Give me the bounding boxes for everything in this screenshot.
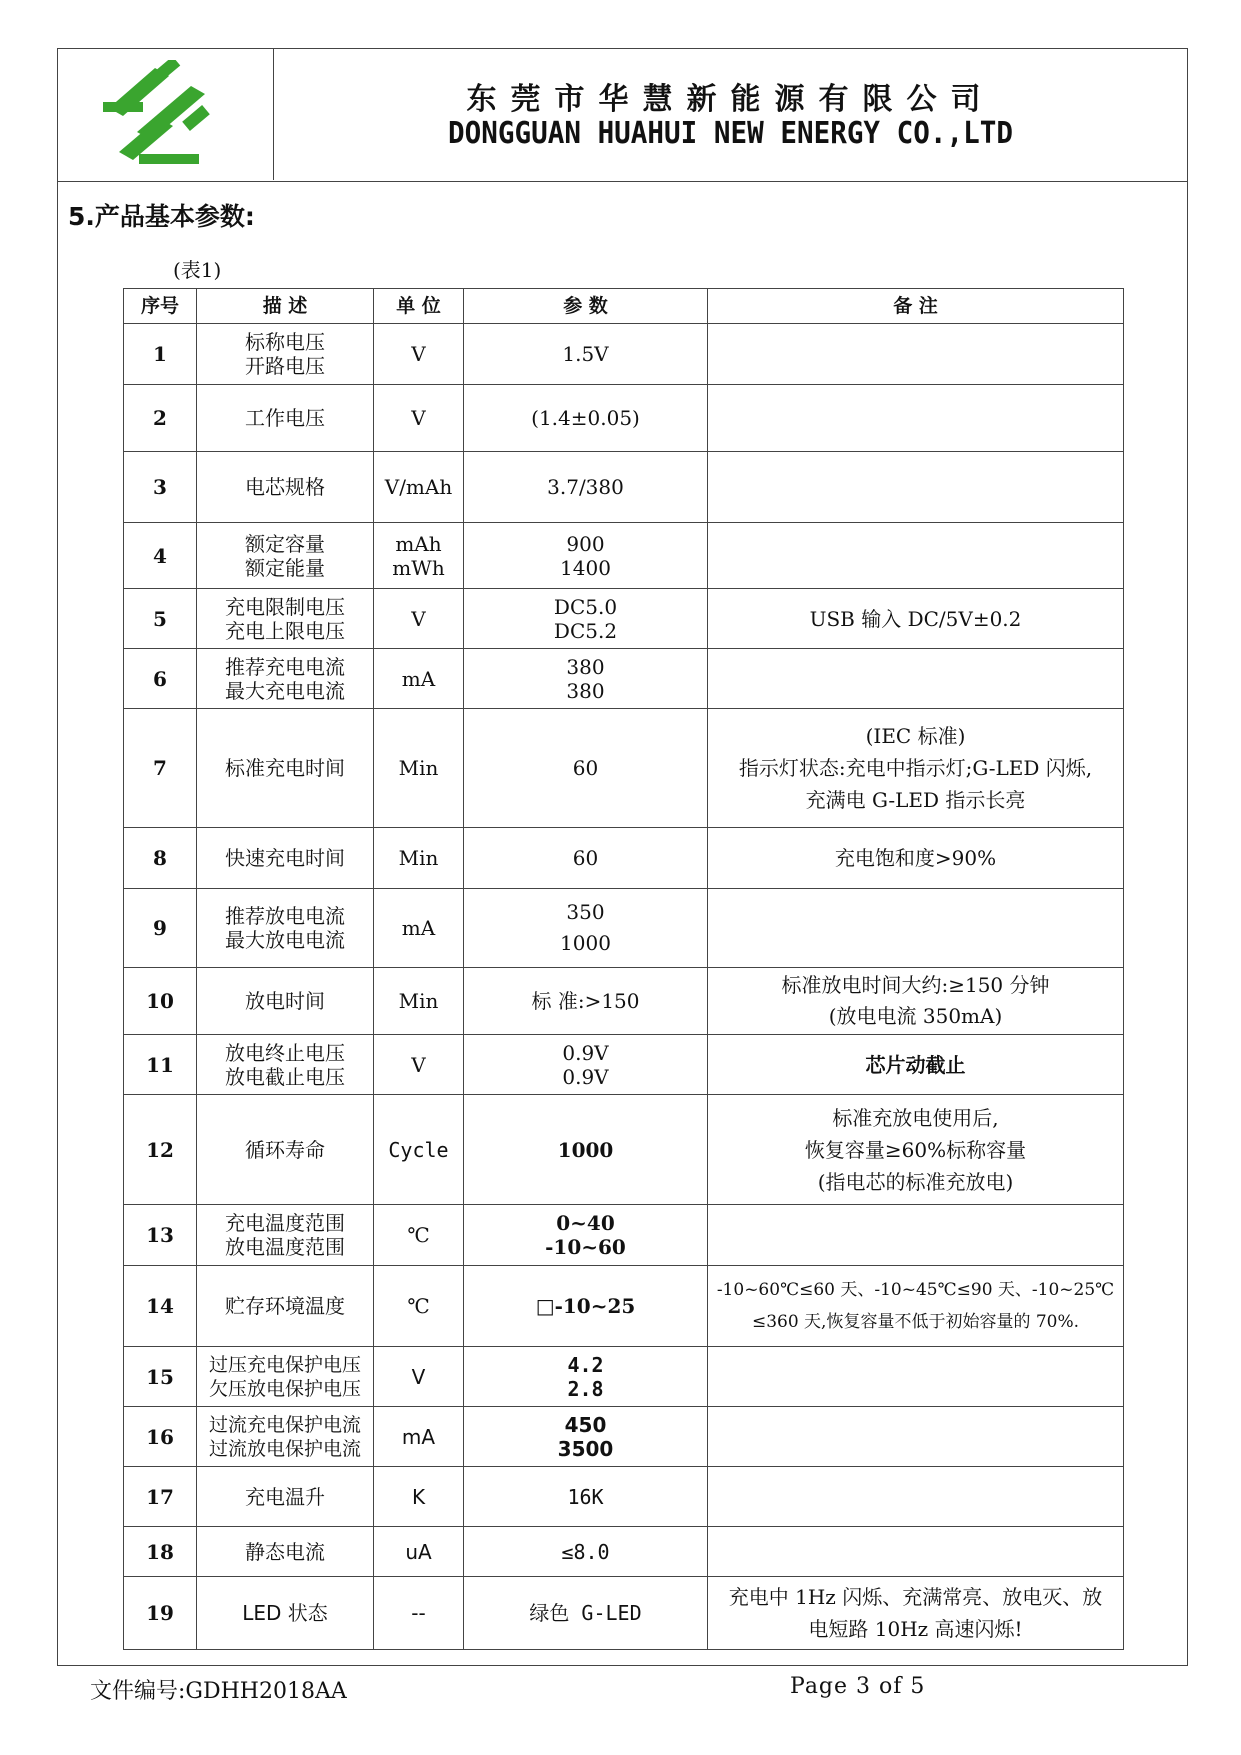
row-parameter: 0~40 -10~60 [464,1205,708,1266]
row-remark: USB 输入 DC/5V±0.2 [708,589,1124,649]
row-description: 推荐充电电流 最大充电电流 [197,649,374,709]
row-remark [708,1467,1124,1527]
row-remark [708,1407,1124,1467]
row-unit: Cycle [374,1095,464,1205]
row-parameter: 900 1400 [464,523,708,589]
row-remark [708,523,1124,589]
row-number: 2 [124,385,197,452]
table-row [124,968,1124,1035]
row-remark: 充电中 1Hz 闪烁、充满常亮、放电灭、放 电短路 10Hz 高速闪烁! [708,1577,1124,1650]
row-unit: Min [374,709,464,828]
table-row [124,452,1124,523]
column-header-description: 描 述 [197,289,374,324]
row-description: 静态电流 [197,1527,374,1577]
row-unit: V [374,1035,464,1095]
row-number: 10 [124,968,197,1035]
row-number: 19 [124,1577,197,1650]
row-description: 快速充电时间 [197,828,374,889]
row-remark: 标准充放电使用后, 恢复容量≥60%标称容量 (指电芯的标准充放电) [708,1095,1124,1205]
table-row [124,1577,1124,1650]
row-remark [708,324,1124,385]
row-unit: V [374,324,464,385]
row-parameter: 绿色 G-LED [464,1577,708,1650]
row-unit: mA [374,889,464,968]
row-number: 3 [124,452,197,523]
row-description: 充电温升 [197,1467,374,1527]
row-number: 12 [124,1095,197,1205]
row-description: 额定容量 额定能量 [197,523,374,589]
row-unit: Min [374,968,464,1035]
row-number: 18 [124,1527,197,1577]
row-description: 电芯规格 [197,452,374,523]
table-row [124,1467,1124,1527]
document-header [57,48,1188,182]
row-number: 7 [124,709,197,828]
row-unit: Min [374,828,464,889]
row-number: 15 [124,1347,197,1407]
row-remark [708,452,1124,523]
row-description: 充电温度范围 放电温度范围 [197,1205,374,1266]
row-remark: 芯片动截止 [708,1035,1124,1095]
row-remark [708,1347,1124,1407]
row-parameter: 60 [464,828,708,889]
table-row [124,1205,1124,1266]
row-unit: -- [374,1577,464,1650]
row-parameter: 标 准:>150 [464,968,708,1035]
row-description: 贮存环境温度 [197,1266,374,1347]
row-remark [708,1205,1124,1266]
row-unit: ℃ [374,1266,464,1347]
row-description: 标准充电时间 [197,709,374,828]
logo-cell [57,48,274,180]
row-description: 放电时间 [197,968,374,1035]
row-remark: 充电饱和度>90% [708,828,1124,889]
row-unit: V [374,1347,464,1407]
table-row [124,649,1124,709]
table-row [124,1407,1124,1467]
section-title: 5.产品基本参数: [68,202,255,231]
row-parameter: ≤8.0 [464,1527,708,1577]
row-description: 循环寿命 [197,1095,374,1205]
row-description: 过压充电保护电压 欠压放电保护电压 [197,1347,374,1407]
row-description: 标称电压 开路电压 [197,324,374,385]
row-parameter: 1.5V [464,324,708,385]
table-row [124,828,1124,889]
row-parameter: 1000 [464,1095,708,1205]
table-header-row [124,289,1124,324]
column-header-no: 序号 [124,289,197,324]
row-number: 9 [124,889,197,968]
row-remark [708,385,1124,452]
row-number: 4 [124,523,197,589]
table-row [124,385,1124,452]
row-remark: (IEC 标准) 指示灯状态:充电中指示灯;G-LED 闪烁, 充满电 G-LED 指示长亮 [708,709,1124,828]
row-remark [708,1527,1124,1577]
row-parameter: 3.7/380 [464,452,708,523]
row-unit: uA [374,1527,464,1577]
table-row [124,523,1124,589]
row-unit: mA [374,649,464,709]
row-parameter: 16K [464,1467,708,1527]
table-row [124,324,1124,385]
row-number: 16 [124,1407,197,1467]
row-description: 放电终止电压 放电截止电压 [197,1035,374,1095]
document-number: 文件编号:GDHH2018AA [90,1679,347,1704]
company-name-chinese: 东莞市华慧新能源有限公司 [466,82,995,117]
row-number: 11 [124,1035,197,1095]
row-unit: mAh mWh [374,523,464,589]
row-number: 8 [124,828,197,889]
table-caption: (表1) [173,258,222,282]
row-parameter: (1.4±0.05) [464,385,708,452]
row-number: 5 [124,589,197,649]
row-unit: mA [374,1407,464,1467]
table-row [124,1347,1124,1407]
row-description: 工作电压 [197,385,374,452]
row-description: 过流充电保护电流 过流放电保护电流 [197,1407,374,1467]
row-unit: K [374,1467,464,1527]
table-row [124,1527,1124,1577]
row-parameter: 0.9V 0.9V [464,1035,708,1095]
row-number: 14 [124,1266,197,1347]
row-remark [708,649,1124,709]
row-parameter: 450 3500 [464,1407,708,1467]
column-header-parameter: 参 数 [464,289,708,324]
row-number: 6 [124,649,197,709]
row-unit: V [374,385,464,452]
row-parameter: 350 1000 [464,889,708,968]
row-remark: -10~60℃≤60 天、-10~45℃≤90 天、-10~25℃ ≤360 天,恢复容量不低于初始容量的 70%. [708,1266,1124,1347]
page-number: Page 3 of 5 [790,1674,926,1699]
column-header-remark: 备 注 [708,289,1124,324]
parameters-table [123,288,1124,1650]
row-remark [708,889,1124,968]
row-number: 13 [124,1205,197,1266]
row-unit: V [374,589,464,649]
row-description: 推荐放电电流 最大放电电流 [197,889,374,968]
table-row [124,1095,1124,1205]
company-name-english: DONGGUAN HUAHUI NEW ENERGY CO.,LTD [448,116,1013,151]
table-row [124,1266,1124,1347]
row-description: LED 状态 [197,1577,374,1650]
table-row [124,889,1124,968]
row-unit: V/mAh [374,452,464,523]
row-parameter: □-10~25 [464,1266,708,1347]
company-logo-icon [99,60,223,168]
row-number: 17 [124,1467,197,1527]
row-description: 充电限制电压 充电上限电压 [197,589,374,649]
table-row [124,709,1124,828]
column-header-unit: 单 位 [374,289,464,324]
row-number: 1 [124,324,197,385]
row-parameter: 60 [464,709,708,828]
table-row [124,589,1124,649]
row-parameter: DC5.0 DC5.2 [464,589,708,649]
row-parameter: 4.2 2.8 [464,1347,708,1407]
table-row [124,1035,1124,1095]
row-parameter: 380 380 [464,649,708,709]
row-remark: 标准放电时间大约:≥150 分钟 (放电电流 350mA) [708,968,1124,1035]
row-unit: ℃ [374,1205,464,1266]
